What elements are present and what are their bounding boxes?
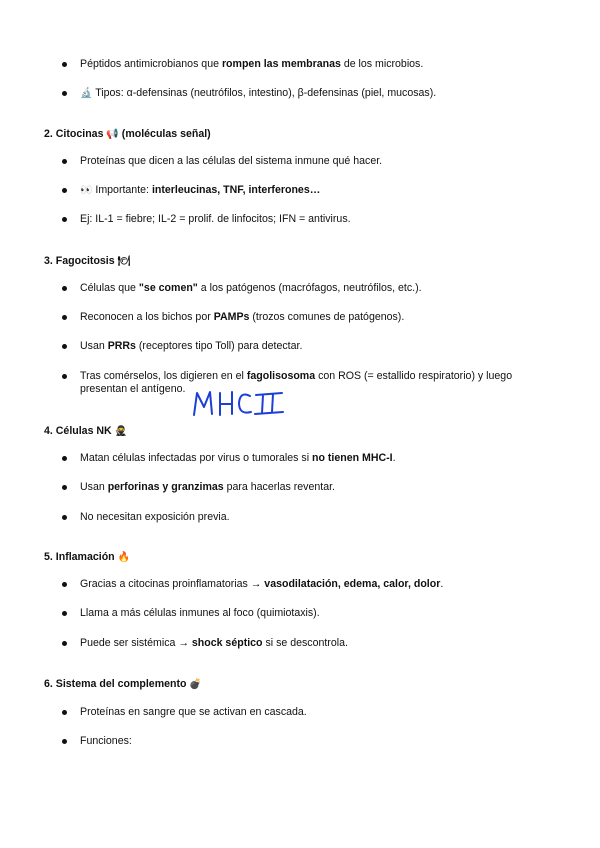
- emoji-icon: 🥷: [114, 426, 128, 437]
- item-text: [80, 452, 396, 465]
- text-run: Ej: IL-1 = fiebre; IL-2 = prolif. de linfocitos; IFN = antivirus.: [80, 213, 351, 225]
- bullet-dot: [62, 188, 67, 193]
- item-text: [80, 58, 423, 71]
- bullet-dot: [62, 515, 67, 520]
- bullet-dot: [62, 159, 67, 164]
- text-run: Péptidos antimicrobianos que: [80, 58, 222, 70]
- text-run: Funciones:: [80, 735, 132, 747]
- text-run: no tienen MHC-I: [312, 452, 393, 464]
- text-run: si se descontrola.: [262, 637, 348, 649]
- text-run: Células que: [80, 282, 139, 294]
- text-run: (receptores tipo Toll) para detectar.: [135, 340, 303, 352]
- bullet-dot: [62, 286, 67, 291]
- text-run: shock séptico: [191, 637, 263, 649]
- text-run: Gracias a citocinas proinflamatorias →: [80, 578, 265, 590]
- text-run: Matan células infectadas por virus o tumorales si: [80, 452, 312, 464]
- bullet-dot: [62, 582, 67, 587]
- text-run: a los patógenos (macrófagos, neutrófilos, etc.).: [197, 282, 422, 294]
- handwritten-annotation: [190, 387, 290, 421]
- heading-text: [44, 678, 202, 691]
- emoji-icon: 💣: [189, 679, 202, 690]
- text-run: Usan: [80, 481, 108, 493]
- heading-text: [44, 551, 130, 564]
- bullet-dot: [62, 374, 67, 379]
- text-run: .: [440, 578, 444, 590]
- text-run: Llama a más células inmunes al foco (quimiotaxis).: [80, 607, 320, 619]
- text-run: Puede ser sistémica →: [80, 637, 192, 649]
- bullet-dot: [62, 217, 67, 222]
- item-text: [80, 706, 307, 719]
- text-run: 2. Citocinas: [44, 128, 107, 140]
- text-run: Reconocen a los bichos por: [80, 311, 214, 323]
- text-run: 4. Células NK: [44, 425, 115, 437]
- text-run: Proteínas que dicen a las células del sistema inmune qué hacer.: [80, 155, 383, 167]
- text-run: 6. Sistema del complemento: [44, 678, 190, 690]
- item-text: [80, 511, 230, 524]
- bullet-dot: [62, 641, 67, 646]
- bullet-dot: [62, 485, 67, 490]
- item-text: [80, 340, 302, 353]
- text-run: perforinas y granzimas: [107, 481, 224, 493]
- text-run: fagolisosoma: [246, 370, 316, 382]
- item-text: [80, 637, 348, 650]
- emoji-icon: 🔥: [117, 552, 131, 563]
- emoji-icon: 🍽: [117, 256, 131, 267]
- text-run: con ROS (= estallido respiratorio) y luego: [315, 370, 513, 382]
- text-run: PRRs: [107, 340, 136, 352]
- text-run: Tipos: α-defensinas (neutrófilos, intestino), β-defensinas (piel, mucosas).: [92, 87, 437, 99]
- emoji-icon: 👀: [80, 185, 93, 196]
- bullet-dot: [62, 611, 67, 616]
- text-run: presentan el antígeno.: [80, 383, 186, 395]
- text-run: de los microbios.: [340, 58, 424, 70]
- item-text: [80, 383, 185, 396]
- item-text: [80, 311, 404, 324]
- item-text: [80, 184, 320, 197]
- item-text: [80, 735, 132, 748]
- heading-text: [44, 255, 130, 268]
- text-run: Usan: [80, 340, 108, 352]
- text-run: (trozos comunes de patógenos).: [249, 311, 405, 323]
- item-text: [80, 282, 422, 295]
- item-text: [80, 155, 382, 168]
- text-run: .: [392, 452, 396, 464]
- bullet-dot: [62, 344, 67, 349]
- text-run: para hacerlas reventar.: [223, 481, 335, 493]
- emoji-icon: 📢: [106, 129, 119, 140]
- text-run: Importante:: [92, 184, 152, 196]
- item-text: [80, 481, 335, 494]
- text-run: vasodilatación, edema, calor, dolor: [264, 578, 441, 590]
- item-text: [80, 370, 512, 383]
- text-run: 3. Fagocitosis: [44, 255, 118, 267]
- bullet-dot: [62, 456, 67, 461]
- heading-text: [44, 128, 211, 141]
- heading-text: [44, 425, 127, 438]
- text-run: 5. Inflamación: [44, 551, 118, 563]
- text-run: No necesitan exposición previa.: [80, 511, 230, 523]
- item-text: [80, 213, 351, 226]
- text-run: rompen las membranas: [221, 58, 341, 70]
- bullet-dot: [62, 739, 67, 744]
- bullet-dot: [62, 91, 67, 96]
- text-run: interleucinas, TNF, interferones…: [151, 184, 321, 196]
- text-run: Tras comérselos, los digieren en el: [80, 370, 247, 382]
- text-run: Proteínas en sangre que se activan en cascada.: [80, 706, 307, 718]
- text-run: PAMPs: [213, 311, 250, 323]
- bullet-dot: [62, 315, 67, 320]
- bullet-dot: [62, 62, 67, 67]
- item-text: [80, 87, 436, 100]
- text-run: "se comen": [138, 282, 198, 294]
- emoji-icon: 🔬: [80, 88, 93, 99]
- item-text: [80, 607, 320, 620]
- item-text: [80, 578, 443, 591]
- text-run: (moléculas señal): [118, 128, 211, 140]
- bullet-dot: [62, 710, 67, 715]
